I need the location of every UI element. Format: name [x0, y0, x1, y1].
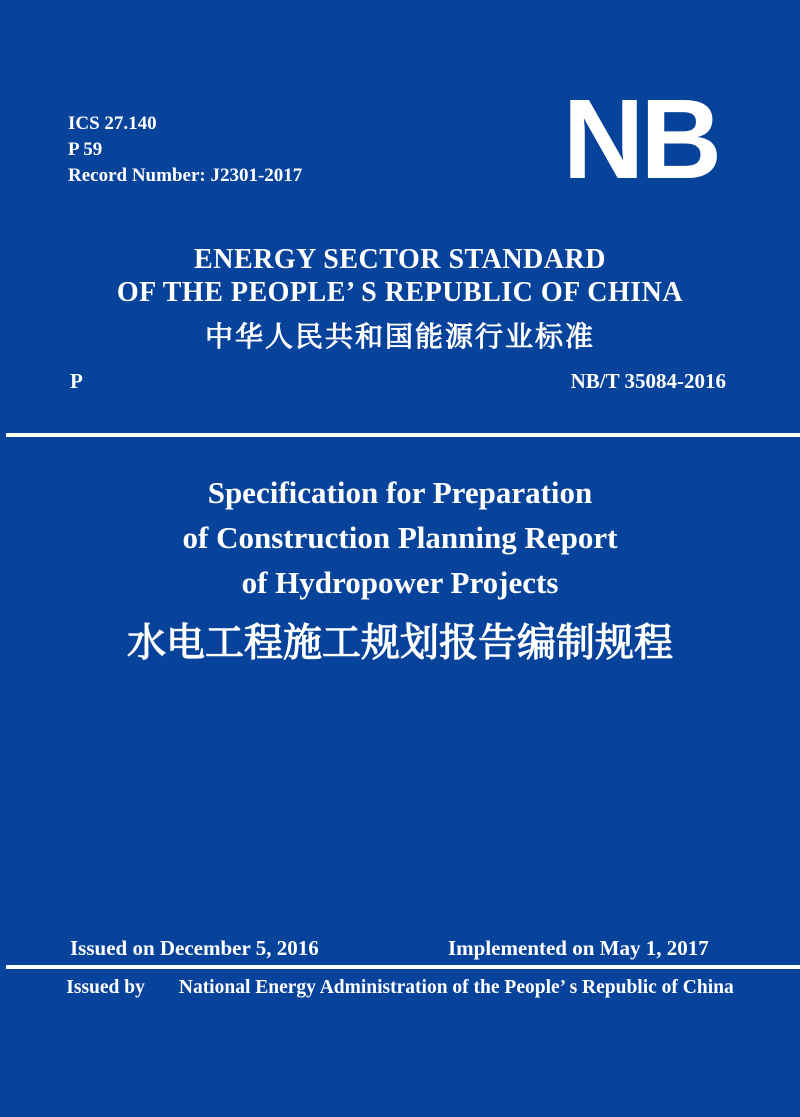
ics-identification-block — [68, 111, 302, 189]
record-number: Record Number: J2301-2017 — [68, 165, 303, 186]
document-title-zh: 水电工程施工规划报告编制规程 — [126, 622, 673, 665]
ics-code: ICS 27.140 — [68, 113, 157, 134]
document-title-en — [0, 470, 800, 605]
nb-logo: NB — [562, 76, 718, 202]
title-en-line1: Specification for Preparation — [207, 475, 593, 510]
title-en-line3: of Hydropower Projects — [241, 565, 559, 600]
classification-code: P 59 — [68, 139, 103, 160]
standard-name-zh: 中华人民共和国能源行业标准 — [204, 322, 595, 353]
standard-name-header — [0, 243, 800, 355]
divider-line-top — [6, 433, 800, 437]
issued-on-date: Issued on December 5, 2016 — [70, 936, 319, 960]
standard-name-en-line2: OF THE PEOPLE’ S REPUBLIC OF CHINA — [116, 277, 684, 308]
implemented-on-date: Implemented on May 1, 2017 — [448, 936, 709, 960]
issued-by-gap — [145, 977, 179, 999]
issued-by-label: Issued by — [66, 977, 145, 998]
issued-by-row — [0, 977, 800, 999]
classification-row — [70, 369, 726, 394]
standard-name-en-line1: ENERGY SECTOR STANDARD — [194, 244, 606, 275]
doc-class-letter: P — [70, 369, 83, 393]
issued-by-value: National Energy Administration of the People’ s Republic of China — [178, 977, 734, 998]
divider-line-bottom — [6, 965, 800, 969]
standard-number: NB/T 35084-2016 — [570, 369, 726, 393]
title-en-line2: of Construction Planning Report — [182, 520, 618, 555]
